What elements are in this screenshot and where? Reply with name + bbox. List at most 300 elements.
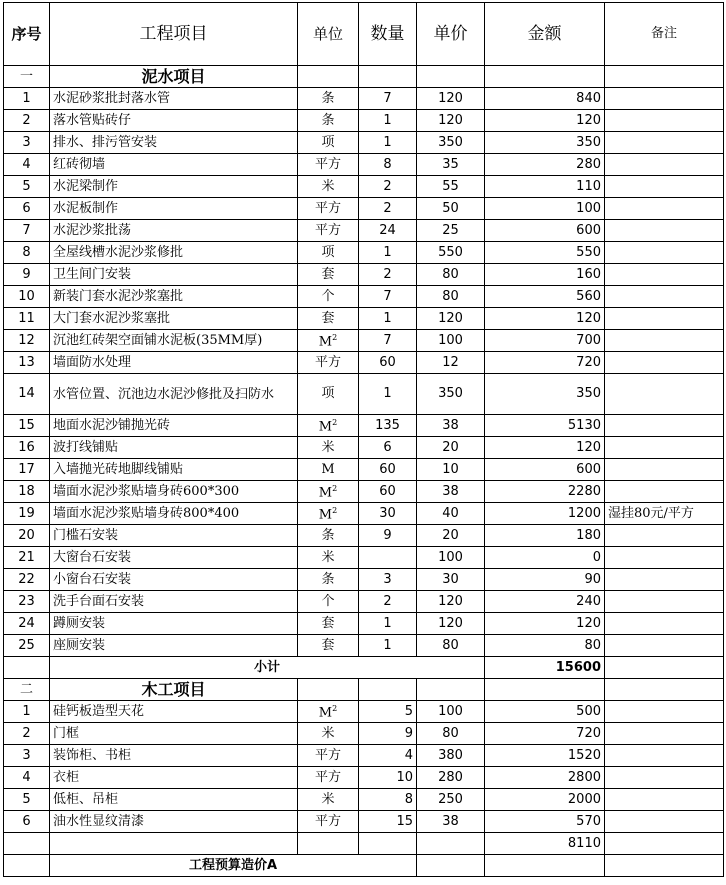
row-note <box>605 745 724 767</box>
row-qty: 1 <box>359 110 417 132</box>
table-row <box>4 481 724 503</box>
row-price: 20 <box>417 525 485 547</box>
row-price: 280 <box>417 767 485 789</box>
row-price: 80 <box>417 286 485 308</box>
table-row <box>4 352 724 374</box>
row-no: 23 <box>4 591 50 613</box>
header-qty: 数量 <box>359 3 417 66</box>
row-price: 35 <box>417 154 485 176</box>
row-price: 350 <box>417 132 485 154</box>
row-amount: 160 <box>485 264 605 286</box>
table-row <box>4 220 724 242</box>
row-item: 门槛石安装 <box>50 525 298 547</box>
row-item: 装饰柜、书柜 <box>50 745 298 767</box>
row-no: 13 <box>4 352 50 374</box>
row-note <box>605 308 724 330</box>
row-unit-text: 平方 <box>314 354 341 370</box>
subtotal2-row <box>4 833 724 855</box>
row-unit-text: 条 <box>321 112 335 128</box>
table-row <box>4 374 724 415</box>
row-note <box>605 525 724 547</box>
row-item: 低柜、吊柜 <box>50 789 298 811</box>
row-qty: 9 <box>359 723 417 745</box>
row-amount: 570 <box>485 811 605 833</box>
row-price: 120 <box>417 88 485 110</box>
empty-cell <box>417 679 485 701</box>
section1-no: 一 <box>4 66 50 88</box>
row-amount: 350 <box>485 374 605 415</box>
row-price: 120 <box>417 591 485 613</box>
row-no: 4 <box>4 154 50 176</box>
row-note <box>605 437 724 459</box>
row-amount: 2280 <box>485 481 605 503</box>
table-row <box>4 176 724 198</box>
table-row <box>4 459 724 481</box>
row-no: 7 <box>4 220 50 242</box>
row-no: 14 <box>4 374 50 415</box>
row-note <box>605 789 724 811</box>
table-row <box>4 198 724 220</box>
subtotal-note <box>605 657 724 679</box>
row-no: 2 <box>4 110 50 132</box>
row-unit-text: 套 <box>321 266 335 282</box>
table-row <box>4 811 724 833</box>
row-amount: 240 <box>485 591 605 613</box>
row-unit <box>298 789 359 811</box>
row-no: 18 <box>4 481 50 503</box>
footer-label: 工程预算造价A <box>50 855 417 877</box>
row-unit <box>298 352 359 374</box>
row-qty: 135 <box>359 415 417 437</box>
row-amount: 600 <box>485 220 605 242</box>
row-unit-text: M <box>318 419 333 435</box>
row-no: 5 <box>4 789 50 811</box>
row-unit-sup: 2 <box>332 418 338 428</box>
row-price: 550 <box>417 242 485 264</box>
row-item: 墙面水泥沙浆贴墙身砖800*400 <box>50 503 298 525</box>
row-unit-text: 平方 <box>314 769 341 785</box>
row-price: 38 <box>417 415 485 437</box>
row-unit <box>298 415 359 437</box>
row-unit-text: 平方 <box>314 156 341 172</box>
row-qty: 1 <box>359 374 417 415</box>
row-amount: 700 <box>485 330 605 352</box>
row-item: 洗手台面石安装 <box>50 591 298 613</box>
table-row <box>4 415 724 437</box>
subtotal-row <box>4 657 724 679</box>
row-note <box>605 286 724 308</box>
row-unit-text: 米 <box>321 549 335 565</box>
row-amount: 120 <box>485 110 605 132</box>
table-row <box>4 767 724 789</box>
row-unit-text: 条 <box>321 527 335 543</box>
row-note <box>605 481 724 503</box>
table-row <box>4 569 724 591</box>
row-note <box>605 374 724 415</box>
row-item: 红砖彻墙 <box>50 154 298 176</box>
row-unit-text: 平方 <box>314 222 341 238</box>
row-unit <box>298 110 359 132</box>
row-item: 地面水泥沙铺抛光砖 <box>50 415 298 437</box>
row-amount: 90 <box>485 569 605 591</box>
row-qty: 7 <box>359 330 417 352</box>
row-unit <box>298 88 359 110</box>
row-item: 新装门套水泥沙浆塞批 <box>50 286 298 308</box>
header-note: 备注 <box>605 3 724 66</box>
row-note <box>605 723 724 745</box>
row-unit-text: 项 <box>321 244 335 260</box>
row-unit-sup: 2 <box>332 506 338 516</box>
row-no: 10 <box>4 286 50 308</box>
row-unit <box>298 330 359 352</box>
row-item: 座厕安装 <box>50 635 298 657</box>
empty-cell <box>298 833 359 855</box>
section2-no: 二 <box>4 679 50 701</box>
row-amount: 280 <box>485 154 605 176</box>
row-note <box>605 154 724 176</box>
row-item: 水管位置、沉池边水泥沙修批及扫防水 <box>50 374 298 415</box>
row-item: 墙面水泥沙浆贴墙身砖600*300 <box>50 481 298 503</box>
row-unit <box>298 459 359 481</box>
row-amount: 2000 <box>485 789 605 811</box>
budget-table <box>3 2 724 877</box>
row-price: 250 <box>417 789 485 811</box>
empty-cell <box>485 855 605 877</box>
subtotal-amount: 15600 <box>485 657 605 679</box>
header-price: 单价 <box>417 3 485 66</box>
row-no: 25 <box>4 635 50 657</box>
row-no: 3 <box>4 132 50 154</box>
row-unit <box>298 635 359 657</box>
row-unit-text: 米 <box>321 791 335 807</box>
row-no: 2 <box>4 723 50 745</box>
row-item: 排水、排污管安装 <box>50 132 298 154</box>
row-amount: 350 <box>485 132 605 154</box>
footer-row <box>4 855 724 877</box>
subtotal2-amount: 8110 <box>485 833 605 855</box>
table-row <box>4 723 724 745</box>
row-item: 波打线铺贴 <box>50 437 298 459</box>
row-no: 12 <box>4 330 50 352</box>
row-unit <box>298 308 359 330</box>
row-no: 17 <box>4 459 50 481</box>
row-qty: 24 <box>359 220 417 242</box>
row-qty: 8 <box>359 789 417 811</box>
row-unit <box>298 242 359 264</box>
row-unit <box>298 154 359 176</box>
row-qty: 60 <box>359 459 417 481</box>
row-qty: 2 <box>359 198 417 220</box>
row-price: 55 <box>417 176 485 198</box>
row-amount: 120 <box>485 308 605 330</box>
row-unit-text: 套 <box>321 615 335 631</box>
row-no: 20 <box>4 525 50 547</box>
row-qty: 1 <box>359 242 417 264</box>
row-amount: 120 <box>485 437 605 459</box>
subtotal-empty <box>4 657 50 679</box>
row-item: 小窗台石安装 <box>50 569 298 591</box>
empty-cell <box>298 679 359 701</box>
row-note <box>605 242 724 264</box>
row-amount: 840 <box>485 88 605 110</box>
row-unit <box>298 198 359 220</box>
row-unit <box>298 525 359 547</box>
row-note <box>605 88 724 110</box>
row-qty <box>359 547 417 569</box>
row-unit <box>298 286 359 308</box>
row-qty: 10 <box>359 767 417 789</box>
row-unit-text: 米 <box>321 178 335 194</box>
row-note <box>605 264 724 286</box>
row-item: 硅钙板造型天花 <box>50 701 298 723</box>
row-no: 4 <box>4 767 50 789</box>
row-price: 25 <box>417 220 485 242</box>
row-note <box>605 415 724 437</box>
row-item: 卫生间门安装 <box>50 264 298 286</box>
row-qty: 9 <box>359 525 417 547</box>
row-price: 50 <box>417 198 485 220</box>
row-amount: 100 <box>485 198 605 220</box>
row-no: 19 <box>4 503 50 525</box>
row-no: 22 <box>4 569 50 591</box>
row-note <box>605 198 724 220</box>
row-no: 9 <box>4 264 50 286</box>
empty-cell <box>359 833 417 855</box>
row-item: 水泥沙浆批荡 <box>50 220 298 242</box>
table-row <box>4 110 724 132</box>
row-unit-text: M <box>318 507 333 523</box>
row-amount: 180 <box>485 525 605 547</box>
empty-cell <box>4 833 50 855</box>
row-item: 入墙抛光砖地脚线铺贴 <box>50 459 298 481</box>
row-no: 16 <box>4 437 50 459</box>
row-qty: 15 <box>359 811 417 833</box>
table-row <box>4 525 724 547</box>
header-unit: 单位 <box>298 3 359 66</box>
row-note <box>605 132 724 154</box>
row-unit-sup: 2 <box>332 333 338 343</box>
row-unit-sup: 2 <box>332 484 338 494</box>
table-row <box>4 242 724 264</box>
row-no: 21 <box>4 547 50 569</box>
header-no: 序号 <box>4 3 50 66</box>
row-amount: 2800 <box>485 767 605 789</box>
row-note <box>605 591 724 613</box>
row-amount: 560 <box>485 286 605 308</box>
row-qty: 7 <box>359 286 417 308</box>
row-price: 30 <box>417 569 485 591</box>
row-qty: 2 <box>359 264 417 286</box>
row-qty: 60 <box>359 481 417 503</box>
table-row <box>4 701 724 723</box>
row-qty: 6 <box>359 437 417 459</box>
table-row <box>4 286 724 308</box>
section1-row <box>4 66 724 88</box>
row-price: 80 <box>417 723 485 745</box>
row-unit <box>298 481 359 503</box>
section2-title: 木工项目 <box>50 679 298 701</box>
table-row <box>4 745 724 767</box>
row-qty: 1 <box>359 635 417 657</box>
row-price: 350 <box>417 374 485 415</box>
empty-cell <box>417 855 485 877</box>
row-note <box>605 635 724 657</box>
row-note <box>605 613 724 635</box>
row-price: 100 <box>417 701 485 723</box>
row-amount: 500 <box>485 701 605 723</box>
row-qty: 8 <box>359 154 417 176</box>
row-amount: 120 <box>485 613 605 635</box>
row-no: 8 <box>4 242 50 264</box>
table-row <box>4 789 724 811</box>
row-unit-text: 平方 <box>314 813 341 829</box>
row-qty: 3 <box>359 569 417 591</box>
empty-cell <box>485 679 605 701</box>
row-amount: 1200 <box>485 503 605 525</box>
row-item: 大窗台石安装 <box>50 547 298 569</box>
row-item: 沉池红砖架空面铺水泥板(35MM厚) <box>50 330 298 352</box>
row-qty: 1 <box>359 613 417 635</box>
row-note <box>605 330 724 352</box>
row-note <box>605 176 724 198</box>
row-qty: 5 <box>359 701 417 723</box>
section1-title: 泥水项目 <box>50 66 298 88</box>
row-item: 墙面防水处理 <box>50 352 298 374</box>
row-item: 水泥板制作 <box>50 198 298 220</box>
row-amount: 720 <box>485 352 605 374</box>
row-price: 380 <box>417 745 485 767</box>
empty-cell <box>417 833 485 855</box>
table-row <box>4 88 724 110</box>
row-unit <box>298 437 359 459</box>
table-row <box>4 591 724 613</box>
row-unit-text: 米 <box>321 439 335 455</box>
row-note <box>605 110 724 132</box>
row-unit-text: M <box>318 705 333 721</box>
row-price: 120 <box>417 613 485 635</box>
row-price: 120 <box>417 308 485 330</box>
table-row <box>4 503 724 525</box>
table-row <box>4 547 724 569</box>
row-price: 38 <box>417 811 485 833</box>
table-row <box>4 132 724 154</box>
row-price: 20 <box>417 437 485 459</box>
row-amount: 720 <box>485 723 605 745</box>
row-unit-text: 个 <box>321 288 335 304</box>
row-item: 全屋线槽水泥沙浆修批 <box>50 242 298 264</box>
row-unit <box>298 613 359 635</box>
empty-cell <box>605 855 724 877</box>
row-unit <box>298 374 359 415</box>
row-no: 1 <box>4 701 50 723</box>
row-note <box>605 352 724 374</box>
row-item: 蹲厕安装 <box>50 613 298 635</box>
row-item: 大门套水泥沙浆塞批 <box>50 308 298 330</box>
table-row <box>4 154 724 176</box>
row-amount: 80 <box>485 635 605 657</box>
empty-cell <box>605 679 724 701</box>
row-unit-text: 个 <box>321 593 335 609</box>
row-qty: 1 <box>359 132 417 154</box>
row-unit <box>298 220 359 242</box>
empty-cell <box>4 855 50 877</box>
row-price: 12 <box>417 352 485 374</box>
row-unit <box>298 264 359 286</box>
row-note <box>605 569 724 591</box>
row-qty: 7 <box>359 88 417 110</box>
row-unit <box>298 591 359 613</box>
section2-row <box>4 679 724 701</box>
row-no: 24 <box>4 613 50 635</box>
row-note <box>605 220 724 242</box>
row-note <box>605 459 724 481</box>
row-unit <box>298 811 359 833</box>
row-note <box>605 767 724 789</box>
row-amount: 1520 <box>485 745 605 767</box>
row-price: 10 <box>417 459 485 481</box>
row-qty: 30 <box>359 503 417 525</box>
row-unit <box>298 569 359 591</box>
row-unit-text: 条 <box>321 90 335 106</box>
row-item: 水泥梁制作 <box>50 176 298 198</box>
row-qty: 2 <box>359 591 417 613</box>
row-note <box>605 811 724 833</box>
row-qty: 60 <box>359 352 417 374</box>
row-no: 6 <box>4 811 50 833</box>
header-amount: 金额 <box>485 3 605 66</box>
row-amount: 110 <box>485 176 605 198</box>
row-no: 1 <box>4 88 50 110</box>
row-item: 油水性显纹清漆 <box>50 811 298 833</box>
row-qty: 2 <box>359 176 417 198</box>
row-unit-sup: 2 <box>332 704 338 714</box>
row-amount: 600 <box>485 459 605 481</box>
row-unit-text: M <box>321 461 335 477</box>
row-unit-text: M <box>318 485 333 501</box>
row-item: 水泥砂浆批封落水管 <box>50 88 298 110</box>
row-unit <box>298 767 359 789</box>
row-amount: 0 <box>485 547 605 569</box>
empty-cell <box>50 833 298 855</box>
table-row <box>4 330 724 352</box>
row-no: 3 <box>4 745 50 767</box>
row-no: 15 <box>4 415 50 437</box>
row-price: 40 <box>417 503 485 525</box>
row-unit <box>298 723 359 745</box>
row-note: 湿挂80元/平方 <box>605 503 724 525</box>
row-price: 80 <box>417 635 485 657</box>
table-row <box>4 613 724 635</box>
row-unit-text: 项 <box>321 386 335 401</box>
empty-cell <box>605 833 724 855</box>
row-price: 120 <box>417 110 485 132</box>
row-no: 11 <box>4 308 50 330</box>
row-unit <box>298 745 359 767</box>
header-item: 工程项目 <box>50 3 298 66</box>
row-item: 落水管贴砖仔 <box>50 110 298 132</box>
row-amount: 5130 <box>485 415 605 437</box>
table-row <box>4 308 724 330</box>
row-note <box>605 701 724 723</box>
row-item: 衣柜 <box>50 767 298 789</box>
row-unit-text: 项 <box>321 134 335 150</box>
row-unit <box>298 547 359 569</box>
row-item: 门框 <box>50 723 298 745</box>
row-price: 100 <box>417 330 485 352</box>
row-price: 38 <box>417 481 485 503</box>
row-unit-text: 套 <box>321 310 335 326</box>
table-row <box>4 635 724 657</box>
